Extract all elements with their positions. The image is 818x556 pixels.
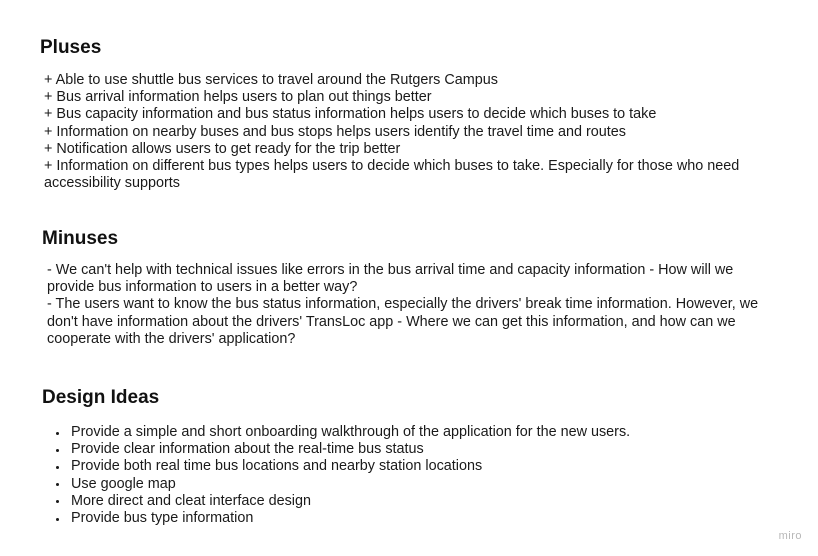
list-item: More direct and cleat interface design (56, 493, 776, 510)
design-ideas-list (56, 424, 776, 527)
list-item: Provide bus type information (56, 510, 776, 527)
minuses-heading: Minuses (42, 228, 119, 249)
list-item: - We can't help with technical issues like errors in the bus arrival time and capacity information - How will we provide bus information to users in a better way? (47, 262, 738, 296)
list-item: Provide both real time bus locations and nearby station locations (56, 458, 776, 475)
list-item: Use google map (56, 476, 776, 493)
list-item: + Able to use shuttle bus services to travel around the Rutgers Campus (44, 72, 498, 88)
list-item: - The users want to know the bus status information, especially the drivers' break time information. However, we don't have information about the drivers' TransLoc app - Where we can get this information, and how can we cooperate with the drivers' application? (47, 296, 763, 347)
minuses-list (47, 262, 777, 348)
pluses-heading: Pluses (40, 37, 102, 58)
list-item: + Notification allows users to get ready for the trip better (44, 140, 401, 157)
list-item: + Information on nearby buses and bus stops helps users identify the travel time and routes (44, 123, 626, 140)
pluses-list (44, 72, 784, 192)
list-item: Provide a simple and short onboarding walkthrough of the application for the new users. (56, 424, 776, 441)
list-item: + Bus capacity information and bus status information helps users to decide which buses to take (44, 106, 657, 123)
list-item: Provide clear information about the real-time bus status (56, 441, 776, 458)
design-ideas-heading: Design Ideas (42, 387, 160, 408)
list-item: + Information on different bus types helps users to decide which buses to take. Especially for those who need accessibility supports (44, 158, 744, 192)
list-item: + Bus arrival information helps users to plan out things better (44, 89, 432, 106)
miro-watermark: miro (778, 530, 802, 542)
